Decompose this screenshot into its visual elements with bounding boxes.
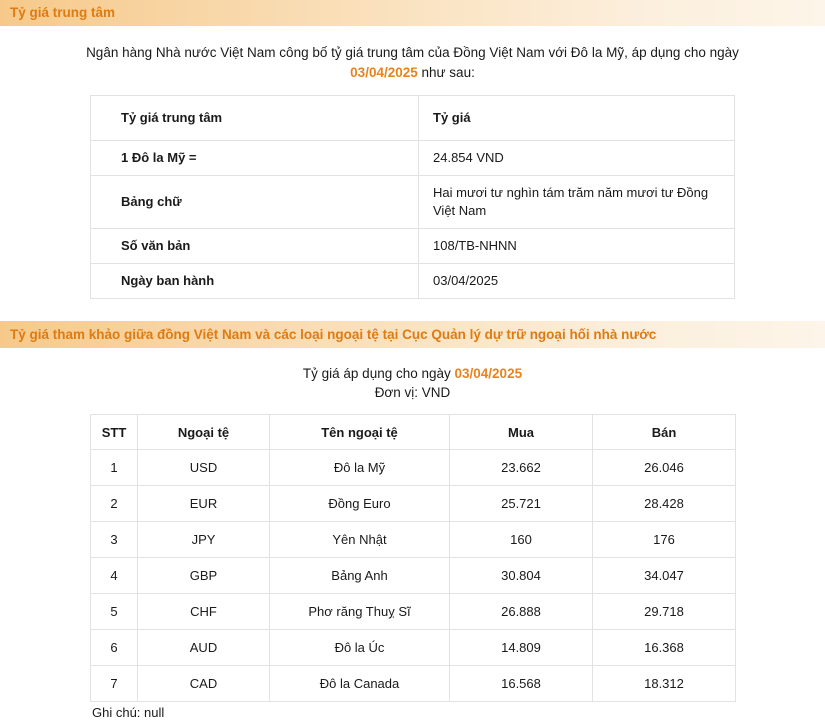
cell-code: CHF bbox=[138, 594, 270, 630]
reference-rate-caption bbox=[0, 348, 825, 402]
table-row bbox=[91, 176, 735, 229]
table-row bbox=[91, 141, 735, 176]
intro-effective-date: 03/04/2025 bbox=[350, 65, 418, 80]
row-value-in-words: Hai mươi tư nghìn tám trăm năm mươi tư Đồng Việt Nam bbox=[419, 176, 735, 229]
table-row bbox=[91, 522, 736, 558]
cell-stt: 5 bbox=[91, 594, 138, 630]
reference-rate-caption-line1 bbox=[0, 364, 825, 383]
central-rate-header-label: Tỷ giá trung tâm bbox=[91, 96, 419, 141]
cell-name: Đô la Mỹ bbox=[270, 450, 450, 486]
cell-sell: 26.046 bbox=[593, 450, 736, 486]
cell-buy: 30.804 bbox=[450, 558, 593, 594]
cell-sell: 34.047 bbox=[593, 558, 736, 594]
table-row bbox=[91, 264, 735, 299]
cell-sell: 18.312 bbox=[593, 666, 736, 702]
cell-name: Đồng Euro bbox=[270, 486, 450, 522]
table-row bbox=[91, 486, 736, 522]
section-banner-reference-rate-label: Tỷ giá tham khảo giữa đồng Việt Nam và các loại ngoại tệ tại Cục Quản lý dự trữ ngoại hối nhà nước bbox=[10, 327, 657, 342]
column-header-sell: Bán bbox=[593, 415, 736, 450]
cell-code: JPY bbox=[138, 522, 270, 558]
intro-text-after-date: như sau: bbox=[417, 65, 475, 80]
cell-code: EUR bbox=[138, 486, 270, 522]
cell-code: USD bbox=[138, 450, 270, 486]
table-row bbox=[91, 229, 735, 264]
intro-text-before-date: Ngân hàng Nhà nước Việt Nam công bố tỷ giá trung tâm của Đồng Việt Nam với Đô la Mỹ, áp dụng cho ngày bbox=[86, 45, 739, 60]
cell-name: Đô la Úc bbox=[270, 630, 450, 666]
cell-buy: 160 bbox=[450, 522, 593, 558]
cell-buy: 16.568 bbox=[450, 666, 593, 702]
cell-sell: 16.368 bbox=[593, 630, 736, 666]
column-header-stt: STT bbox=[91, 415, 138, 450]
table-row bbox=[91, 96, 735, 141]
reference-rate-unit-line: Đơn vị: VND bbox=[374, 385, 451, 400]
column-header-buy: Mua bbox=[450, 415, 593, 450]
cell-buy: 25.721 bbox=[450, 486, 593, 522]
cell-code: GBP bbox=[138, 558, 270, 594]
table-row bbox=[91, 594, 736, 630]
column-header-currency-code: Ngoại tệ bbox=[138, 415, 270, 450]
column-header-currency-name: Tên ngoại tệ bbox=[270, 415, 450, 450]
table-header-row bbox=[91, 415, 736, 450]
intro-paragraph bbox=[83, 26, 743, 83]
reference-rate-table-wrapper bbox=[90, 414, 735, 702]
cell-stt: 2 bbox=[91, 486, 138, 522]
section-banner-central-rate bbox=[0, 0, 825, 26]
caption-text-before-date: Tỷ giá áp dụng cho ngày bbox=[302, 366, 455, 381]
cell-stt: 3 bbox=[91, 522, 138, 558]
central-rate-table bbox=[90, 95, 735, 299]
central-rate-table-wrapper bbox=[90, 95, 735, 299]
cell-code: CAD bbox=[138, 666, 270, 702]
cell-buy: 14.809 bbox=[450, 630, 593, 666]
footer-note: Ghi chú: null bbox=[92, 705, 165, 720]
row-label-issue-date: Ngày ban hành bbox=[91, 264, 419, 299]
cell-stt: 7 bbox=[91, 666, 138, 702]
table-row bbox=[91, 558, 736, 594]
caption-effective-date: 03/04/2025 bbox=[454, 366, 523, 381]
cell-buy: 23.662 bbox=[450, 450, 593, 486]
cell-stt: 6 bbox=[91, 630, 138, 666]
row-label-in-words: Bảng chữ bbox=[91, 176, 419, 229]
cell-sell: 29.718 bbox=[593, 594, 736, 630]
reference-rate-table bbox=[90, 414, 736, 702]
cell-name: Phơ răng Thuỵ Sĩ bbox=[270, 594, 450, 630]
table-row bbox=[91, 630, 736, 666]
cell-stt: 4 bbox=[91, 558, 138, 594]
table-row bbox=[91, 450, 736, 486]
row-value-usd-equals: 24.854 VND bbox=[419, 141, 735, 176]
row-label-usd-equals: 1 Đô la Mỹ = bbox=[91, 141, 419, 176]
cell-name: Bảng Anh bbox=[270, 558, 450, 594]
central-rate-header-value: Tỷ giá bbox=[419, 96, 735, 141]
section-banner-reference-rate bbox=[0, 321, 825, 348]
cell-code: AUD bbox=[138, 630, 270, 666]
cell-name: Yên Nhật bbox=[270, 522, 450, 558]
row-label-document-number: Số văn bản bbox=[91, 229, 419, 264]
cell-buy: 26.888 bbox=[450, 594, 593, 630]
cell-stt: 1 bbox=[91, 450, 138, 486]
cell-name: Đô la Canada bbox=[270, 666, 450, 702]
cell-sell: 28.428 bbox=[593, 486, 736, 522]
row-value-issue-date: 03/04/2025 bbox=[419, 264, 735, 299]
section-banner-central-rate-label: Tỷ giá trung tâm bbox=[10, 5, 116, 20]
row-value-document-number: 108/TB-NHNN bbox=[419, 229, 735, 264]
cell-sell: 176 bbox=[593, 522, 736, 558]
